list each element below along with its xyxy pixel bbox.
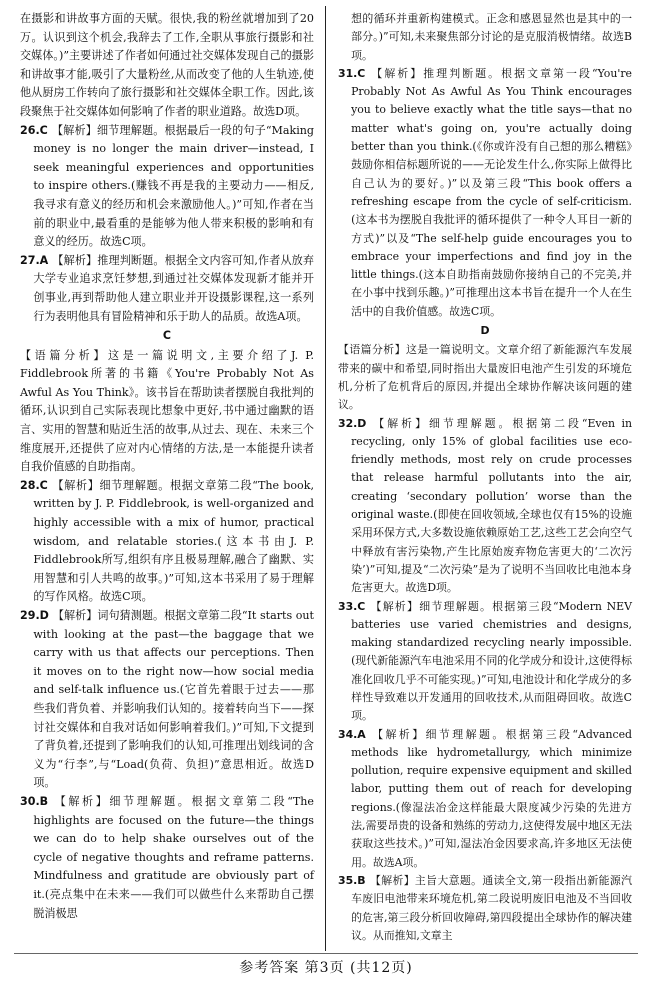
question-34: 34.A 【解析】细节理解题。根据第三段“Advanced methods like hydrometallurgy, which minimize pollution, require expensive equipment and skilled labor, putting them out of reach for developing regions.(像湿法冶金这样能最大限度减少污染的先进方法,需要昂贵的设备和熟练的劳动力,这使得发展中地区无法获取这些技术。)”可知,湿法冶金因要求高,许多地区无法使用。故选A项。 [338, 727, 632, 869]
q25-continuation: 在摄影和讲故事方面的天赋。很快,我的粉丝就增加到了20万。认识到这个机会,我辞去了工作,全职从事旅行摄影和社交媒体。)”主要讲述了作者如何通过社交媒体发现自己的摄影和讲故事才能,吸引了大量粉丝,从而改变了他的人生轨迹,使他从厨房工作转向了旅行摄影和社交媒体全职工作。因此,该段聚焦于社交媒体如何影响了作者的职业道路。故选D项。 [20, 12, 314, 118]
section-d-summary: 【语篇分析】这是一篇说明文。文章介绍了新能源汽车发展带来的碳中和希望,同时指出大量废旧电池产生引发的环境危机,分析了危机背后的原因,并提出全球协作解决该问题的建议。 [338, 343, 632, 412]
question-29: 29.D 【解析】词句猜测题。根据文章第二段“It starts out with looking at the past—the baggage that we carry with us that affects our perceptions. Then it moves on to the right now—how social media and self-talk influence us.(它首先着眼于过去——那些我们背负着、并影响我们认知的。接着转向当下——探讨社交媒体和自我对话如何影响着我们。)”可知,下文提到了背负着,还提到了影响我们的认知,可推理出划线词的含义为“行李”,与“Load(负荷、负担)”意思相近。故选D项。 [20, 609, 314, 790]
section-c-heading: C [162, 329, 172, 343]
question-31: 31.C 【解析】推理判断题。根据文章第一段“You're Probably Not As Awful As You Think encourages you to believe exactly what the title says—that no matter what's going on, you're actually doing better than you think.(《你或许没有自己想的那么糟糕》鼓励你相信标题所说的——无论发生什么,你实际上做得比自己认为的要好。)”以及第三段“This book offers a refreshing escape from the cycle of self-criticism.(这本书为摆脱自我批评的循环提供了一种令人耳目一新的方式)”以及“The self-help guide encourages you to embrace your imperfections and find joy in the little things.(这本自助指南鼓励你接纳自己的不完美,并在小事中找到乐趣。)”可推理出这本书旨在提升一个人在生活中的自我价值感。故选C项。 [338, 66, 632, 318]
question-27: 27.A 【解析】推理判断题。根据全文内容可知,作者从放弃大学专业追求烹饪梦想,到通过社交媒体发现新才能并开创事业,再到帮助他人建立职业并开设摄影课程,这一系列行为表明他具有冒险精神和乐于助人的品质。故选A项。 [20, 253, 314, 323]
left-column [20, 10, 314, 923]
question-35: 35.B 【解析】主旨大意题。通读全文,第一段指出新能源汽车废旧电池带来环境危机,第二段说明废旧电池及不当回收的危害,第三段分析回收障碍,第四段提出全球协作的解决建议。从而推知,文章主 [338, 873, 632, 942]
page-footer: 参考答案 第3页 (共12页) [239, 960, 413, 976]
footer-rule [14, 953, 638, 954]
question-30: 30.B 【解析】细节理解题。根据文章第二段“The highlights are focused on the future—the things we can do to help shake ourselves out of the cycle of negative thoughts and reframe patterns. Mindfulness and gratitude are obviously part of it.(亮点集中在未来——我们可以做些什么来帮助自己摆脱消极思 [20, 794, 314, 920]
section-c-summary: 【语篇分析】这是一篇说明文,主要介绍了J. P. Fiddlebrook所著的书籍《You're Probably Not As Awful As You Think》。该书旨在帮助读者摆脱自我批判的循环,认识到自己实际表现比想象中更好,书中通过幽默的语言、实用的智慧和贴近生活的故事,从过去、现在、未来三个维度展开,还提供了应对内心情绪的方法,是一本能提升读者自我价值感的自助指南。 [20, 348, 314, 474]
question-32: 32.D 【解析】细节理解题。根据第二段“Even in recycling, only 15% of global facilities use eco-friendly methods, most rely on crude processes that release harmful pollutants into the air, creating ‘secondary pollution’ worse than the original waste.(即使在回收领域,全球也仅有15%的设施采用环保方式,大多数设施依赖原始工艺,这些工艺会向空气中释放有害污染物,产生比原始废弃物危害更大的‘二次污染’)”可知,提及“二次污染”是为了说明不当回收比电池本身危害更大。故选D项。 [338, 416, 632, 595]
column-divider [325, 6, 326, 951]
q30-continuation: 想的循环并重新构建模式。正念和感恩显然也是其中的一部分。)”可知,未来聚焦部分讨论的是克服消极情绪。故选B项。 [351, 12, 632, 62]
question-26: 26.C 【解析】细节理解题。根据最后一段的句子“Making money is no longer the main driver—instead, I seek meaningful experiences and opportunities to inspire others.(赚钱不再是我的主要动力——相反,我寻求有意义的经历和机会来激励他人。)”可知,作者在当前的职业中,最看重的是能够为他人带来积极的影响和有意义的经历。故选C项。 [20, 123, 314, 249]
question-28: 28.C 【解析】细节理解题。根据文章第二段“The book, written by J. P. Fiddlebrook, is well-organized and highly accessible with a mix of humor, practical wisdom, and relatable stories.(这本书由J. P. Fiddlebrook所写,组织有序且极易理解,融合了幽默、实用智慧和引人共鸣的故事。)”可知,这本书采用了易于理解的写作风格。故选C项。 [20, 478, 314, 604]
section-d-heading: D [480, 324, 490, 338]
right-column [338, 10, 632, 945]
question-33: 33.C 【解析】细节理解题。根据第三段“Modern NEV batteries use varied chemistries and designs, making standardized recycling nearly impossible.(现代新能源汽车电池采用不同的化学成分和设计,这使得标准化回收几乎不可能实现。)”可知,电池设计和化学成分的多样性导致难以开发通用的回收技术,从而阻碍回收。故选C项。 [338, 599, 632, 723]
